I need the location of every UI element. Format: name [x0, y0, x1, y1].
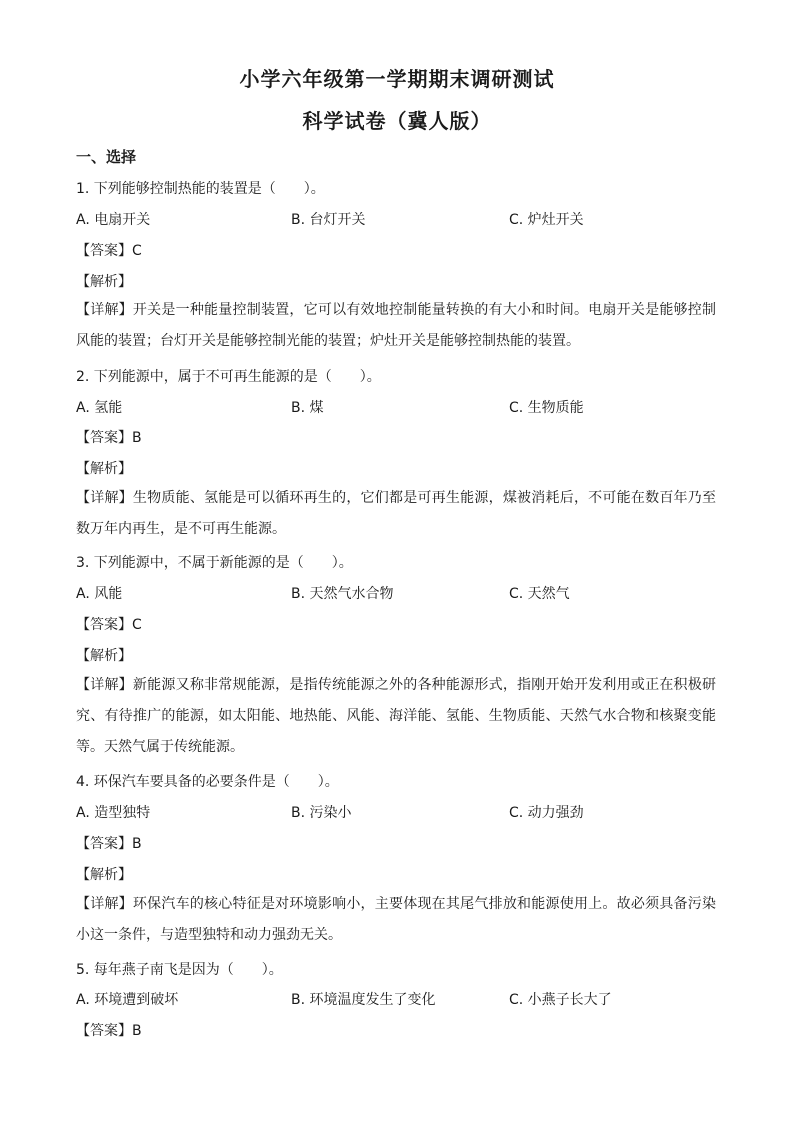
option-c: C. 天然气 — [509, 586, 570, 602]
page-title: 小学六年级第一学期期末调研测试 — [239, 67, 555, 91]
option-a: A. 氢能 — [76, 400, 123, 416]
answer-label: 【答案】B — [76, 430, 142, 446]
detail-text: 【详解】开关是一种能量控制装置，它可以有效地控制能量转换的有大小和时间。电扇开关是能够控制风能的装置；台灯开关是能够控制光能的装置；炉灶开关是能够控制热能的装置。 — [76, 302, 716, 349]
question-stem: 3. 下列能源中，不属于新能源的是（ ）。 — [76, 555, 353, 571]
analysis-label: 【解析】 — [76, 867, 132, 883]
question-stem: 5. 每年燕子南飞是因为（ ）。 — [76, 962, 283, 978]
answer-label: 【答案】B — [76, 1023, 142, 1039]
option-c: C. 炉灶开关 — [509, 212, 584, 228]
analysis-label: 【解析】 — [76, 274, 132, 290]
option-b: B. 台灯开关 — [291, 212, 366, 228]
option-a: A. 风能 — [76, 586, 123, 602]
option-b: B. 天然气水合物 — [291, 586, 394, 602]
answer-label: 【答案】B — [76, 836, 142, 852]
question-stem: 4. 环保汽车要具备的必要条件是（ ）。 — [76, 774, 339, 790]
question-stem: 1. 下列能够控制热能的装置是（ ）。 — [76, 181, 325, 197]
answer-label: 【答案】C — [76, 243, 142, 259]
option-c: C. 小燕子长大了 — [509, 992, 612, 1008]
section-heading: 一、选择 — [76, 148, 137, 166]
option-b: B. 污染小 — [291, 805, 352, 821]
question-stem: 2. 下列能源中，属于不可再生能源的是（ ）。 — [76, 369, 381, 385]
option-b: B. 煤 — [291, 400, 324, 416]
analysis-label: 【解析】 — [76, 648, 132, 664]
option-b: B. 环境温度发生了变化 — [291, 992, 436, 1008]
option-a: A. 电扇开关 — [76, 212, 151, 228]
option-a: A. 环境遭到破坏 — [76, 992, 179, 1008]
answer-label: 【答案】C — [76, 617, 142, 633]
page-subtitle: 科学试卷（冀人版） — [302, 109, 492, 133]
option-c: C. 动力强劲 — [509, 805, 584, 821]
detail-text: 【详解】新能源又称非常规能源，是指传统能源之外的各种能源形式，指刚开始开发利用或正在积极研究、有待推广的能源，如太阳能、地热能、风能、海洋能、氢能、生物质能、天然气水合物和核聚变能等。天然气属于传统能源。 — [76, 677, 716, 755]
option-a: A. 造型独特 — [76, 805, 151, 821]
detail-text: 【详解】生物质能、氢能是可以循环再生的，它们都是可再生能源，煤被消耗后，不可能在数百年乃至数万年内再生，是不可再生能源。 — [76, 490, 716, 537]
analysis-label: 【解析】 — [76, 461, 132, 477]
option-c: C. 生物质能 — [509, 400, 584, 416]
detail-text: 【详解】环保汽车的核心特征是对环境影响小，主要体现在其尾气排放和能源使用上。故必须具备污染小这一条件，与造型独特和动力强劲无关。 — [76, 896, 716, 943]
